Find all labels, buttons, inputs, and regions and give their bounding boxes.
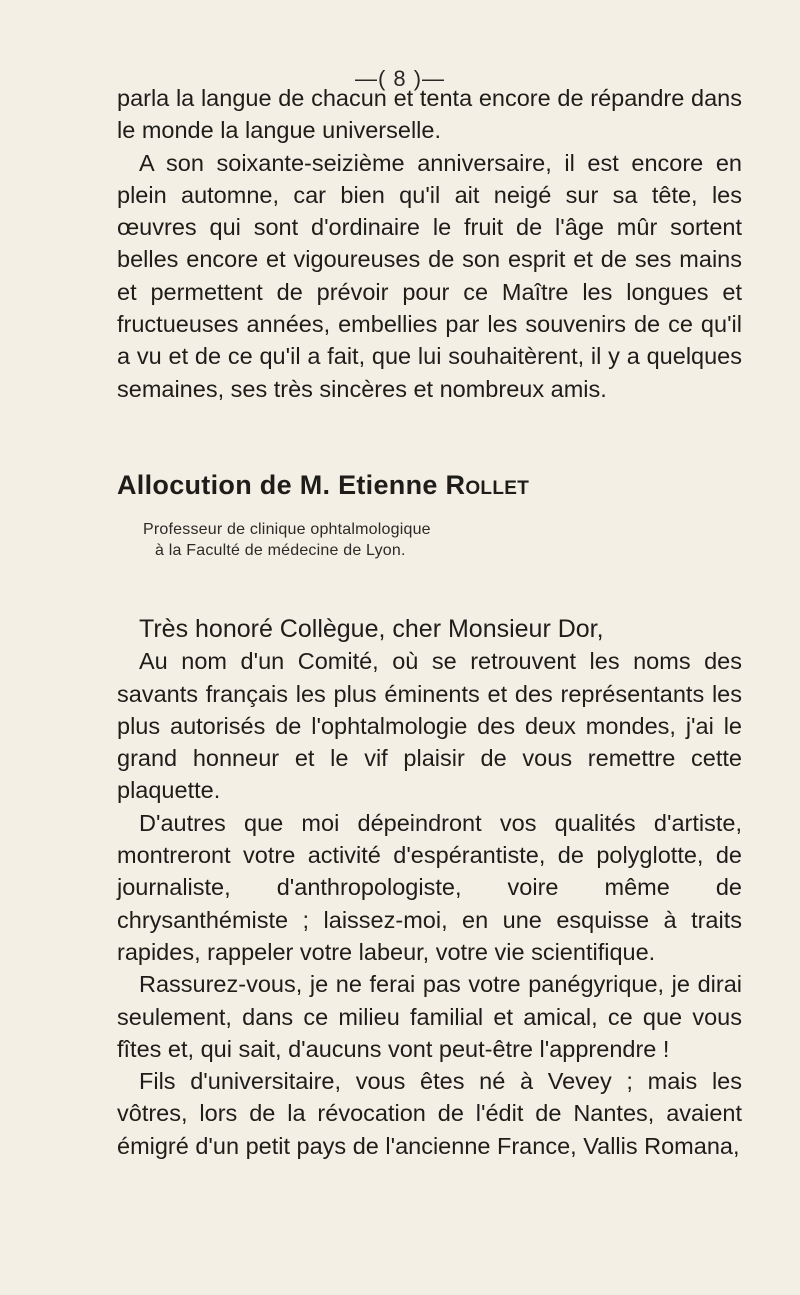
allocution-title-name: Rollet [445, 470, 530, 500]
allocution-subtitle-line1: Professeur de clinique ophtalmologique [143, 521, 431, 538]
page-number: —( 8 )— [354, 66, 446, 91]
allocution-paragraph-1: Au nom d'un Comité, où se retrouvent les noms des savants français les plus éminents et des représentants les plus autorisés de l'ophtalmologie des deux mondes, j'ai le grand honneur et le vif plaisir de vous remettre cette plaquette. [117, 648, 742, 804]
allocution-title [117, 470, 742, 501]
allocution-body [117, 613, 742, 1162]
intro-section [117, 82, 742, 405]
allocution-title-prefix: Allocution de M. Etienne [117, 470, 438, 500]
allocution-paragraph-3: Rassurez-vous, je ne ferai pas votre panégyrique, je dirai seulement, dans ce milieu familial et amical, ce que vous fîtes et, qui sait, d'aucuns vont peut-être l'apprendre ! [117, 971, 742, 1062]
intro-paragraph-2: A son soixante-seizième anniversaire, il est encore en plein automne, car bien qu'il ait neigé sur sa tête, les œuvres qui sont d'ordinaire le fruit de l'âge mûr sortent belles encore et vigoureuses de son esprit et de ses mains et permettent de prévoir pour ce Maître les longues et fructueuses années, embellies par les souvenirs de ce qu'il a vu et de ce qu'il a fait, que lui souhaitèrent, il y a quelques semaines, ses très sincères et nombreux amis. [117, 149, 742, 402]
salutation: Très honoré Collègue, cher Monsieur Dor, [139, 615, 604, 643]
allocution-subtitle-line2: à la Faculté de médecine de Lyon. [155, 542, 406, 559]
allocution-paragraph-4: Fils d'universitaire, vous êtes né à Vevey ; mais les vôtres, lors de la révocation de l'édit de Nantes, avaient émigré d'un petit pays de l'ancienne France, Vallis Romana, [117, 1068, 742, 1159]
intro-paragraph-1: parla la langue de chacun et tenta encore de répandre dans le monde la langue universelle. [117, 85, 742, 144]
allocution-paragraph-2: D'autres que moi dépeindront vos qualités d'artiste, montreront votre activité d'espérantiste, de polyglotte, de journaliste, d'anthropologiste, voire même de chrysanthémiste ; laissez-moi, en une esquisse à traits rapides, rappeler votre labeur, votre vie scientifique. [117, 809, 742, 965]
